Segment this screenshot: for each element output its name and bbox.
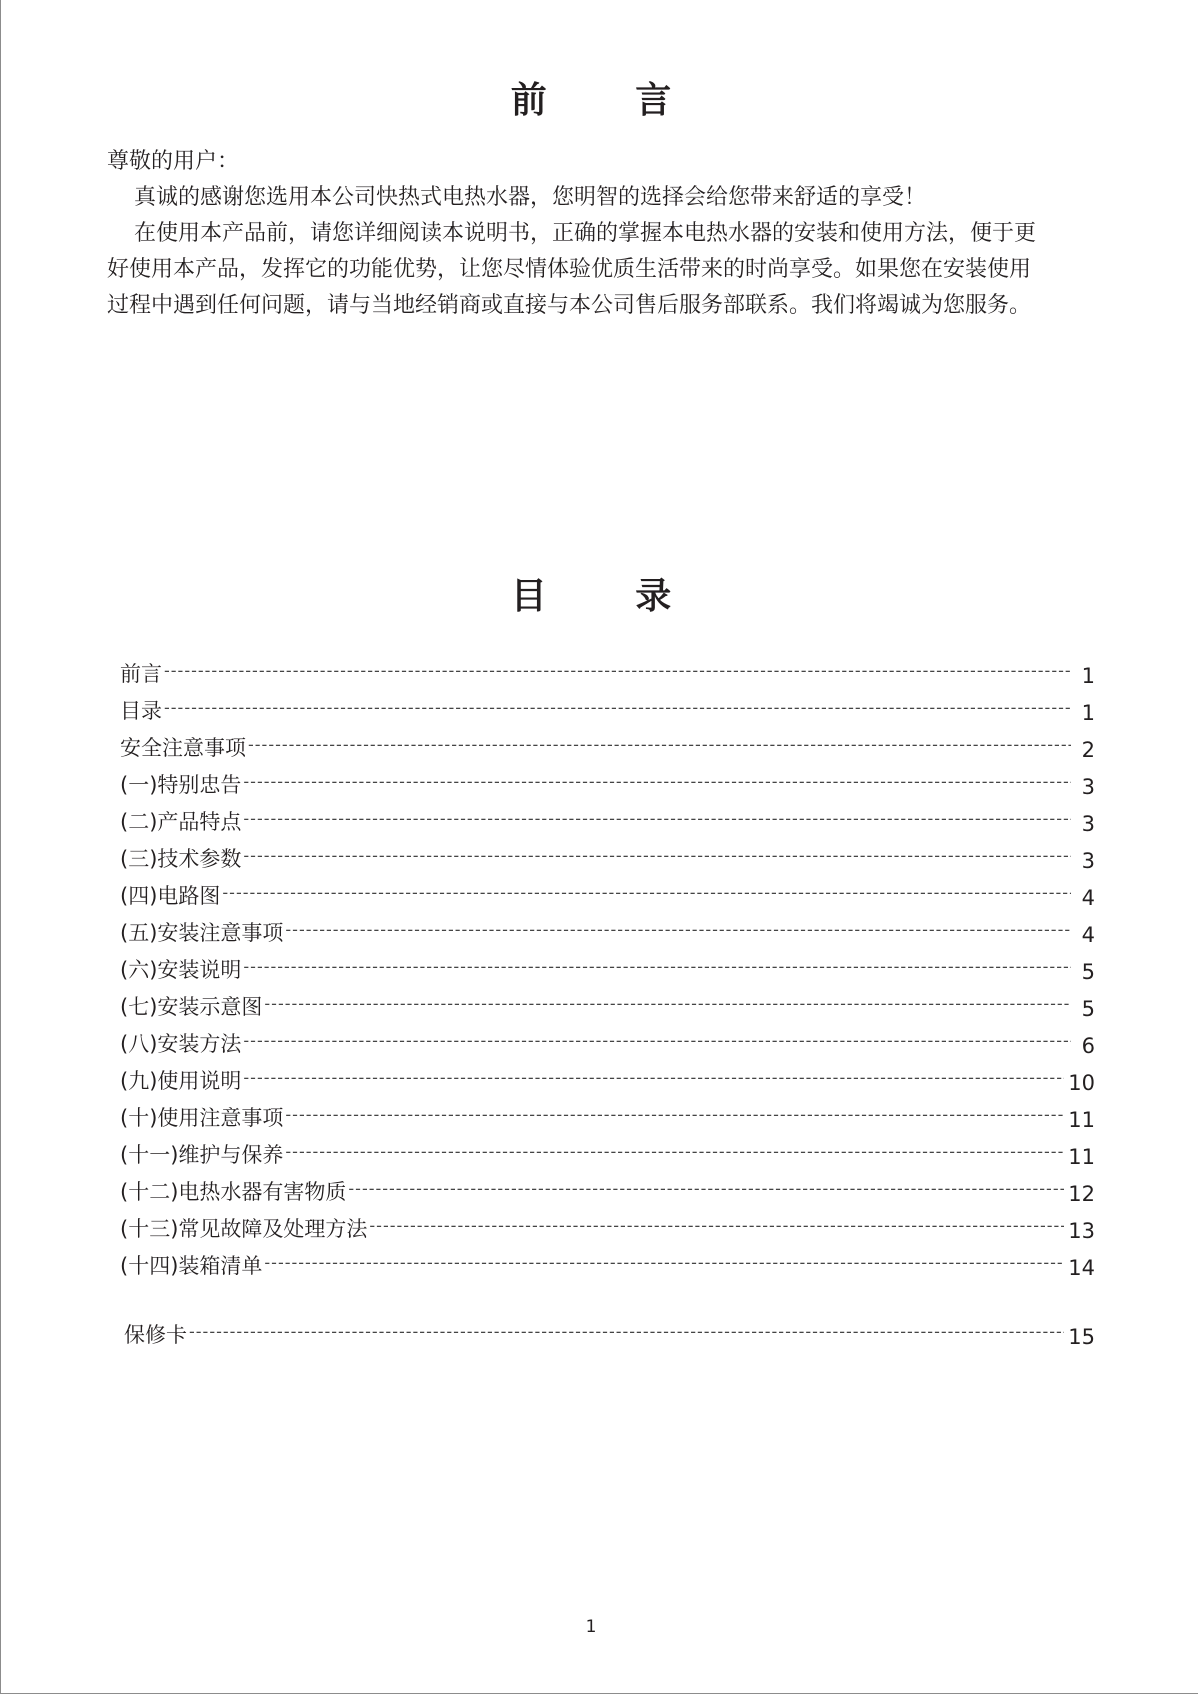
toc-entry-label: (一)特别忠告: [120, 773, 242, 797]
toc-leader: [243, 955, 1071, 984]
toc-entry-label: (十三)常见故障及处理方法: [120, 1217, 368, 1241]
toc-entry-page: 3: [1081, 775, 1095, 799]
toc-entry-maintenance[interactable]: [120, 1132, 1095, 1169]
toc-entry-page: 14: [1068, 1256, 1095, 1280]
toc-entry-label: (十)使用注意事项: [120, 1106, 284, 1130]
toc-entry-page: 11: [1068, 1108, 1095, 1132]
toc-entry-label: (二)产品特点: [120, 810, 242, 834]
toc-entry-page: 10: [1068, 1071, 1095, 1095]
toc-entry-installation-method[interactable]: [120, 1021, 1095, 1058]
toc-entry-page: 5: [1081, 997, 1095, 1021]
toc-leader: [285, 1140, 1064, 1169]
toc-leader: [164, 696, 1071, 725]
toc-leader: [264, 1251, 1064, 1280]
toc-entry-label: (七)安装示意图: [120, 995, 263, 1019]
toc-entry-contents[interactable]: [120, 688, 1095, 725]
toc-leader: [243, 1066, 1064, 1095]
toc-leader: [264, 992, 1071, 1021]
toc-entry-page: 1: [1081, 701, 1095, 725]
toc-leader: [248, 733, 1071, 762]
preface-title: 前 言: [510, 80, 710, 121]
toc-entry-preface[interactable]: [120, 651, 1095, 688]
preface-body: [107, 144, 1037, 324]
toc-leader: [243, 770, 1071, 799]
toc-leader: [243, 1029, 1071, 1058]
toc-entry-packing-list[interactable]: [120, 1243, 1095, 1280]
toc-entry-page: 4: [1081, 923, 1095, 947]
toc-entry-page: 13: [1068, 1219, 1095, 1243]
toc-entry-warranty-card[interactable]: [120, 1312, 1095, 1349]
page-number: 1: [585, 1617, 597, 1637]
toc-leader: [164, 659, 1071, 688]
toc-leader: [222, 881, 1071, 910]
toc-entry-label: (八)安装方法: [120, 1032, 242, 1056]
toc-entry-label: (六)安装说明: [120, 958, 242, 982]
toc-leader: [243, 807, 1071, 836]
table-of-contents: [120, 651, 1095, 1349]
toc-entry-installation-diagram[interactable]: [120, 984, 1095, 1021]
toc-entry-page: 15: [1068, 1325, 1095, 1349]
toc-title: 目 录: [510, 576, 710, 617]
preface-paragraph-2: 在使用本产品前，请您详细阅读本说明书，正确的掌握本电热水器的安装和使用方法，便于更好使用本产品，发挥它的功能优势，让您尽情体验优质生活带来的时尚享受。如果您在安装使用过程中遇到任何问题，请与当地经销商或直接与本公司售后服务部联系。我们将竭诚为您服务。: [107, 221, 1037, 318]
toc-leader: [243, 844, 1071, 873]
toc-entry-label: (四)电路图: [120, 884, 221, 908]
toc-entry-page: 11: [1068, 1145, 1095, 1169]
toc-leader: [189, 1320, 1064, 1349]
toc-entry-circuit-diagram[interactable]: [120, 873, 1095, 910]
toc-entry-label: (十四)装箱清单: [120, 1254, 263, 1278]
toc-entry-usage-notes[interactable]: [120, 1095, 1095, 1132]
toc-entry-label: 安全注意事项: [120, 736, 246, 760]
toc-entry-page: 12: [1068, 1182, 1095, 1206]
toc-entry-label: (九)使用说明: [120, 1069, 242, 1093]
toc-leader: [285, 918, 1071, 947]
toc-entry-installation-notes[interactable]: [120, 910, 1095, 947]
toc-entry-special-warning[interactable]: [120, 762, 1095, 799]
toc-entry-page: 6: [1081, 1034, 1095, 1058]
toc-entry-product-features[interactable]: [120, 799, 1095, 836]
toc-entry-label: (五)安装注意事项: [120, 921, 284, 945]
preface-greeting: 尊敬的用户：: [107, 149, 240, 174]
toc-leader: [348, 1177, 1064, 1206]
toc-entry-label: (十二)电热水器有害物质: [120, 1180, 347, 1204]
toc-entry-page: 3: [1081, 849, 1095, 873]
toc-entry-page: 2: [1081, 738, 1095, 762]
toc-entry-hazardous-substances[interactable]: [120, 1169, 1095, 1206]
toc-entry-label: (三)技术参数: [120, 847, 242, 871]
toc-entry-page: 1: [1081, 664, 1095, 688]
preface-paragraph-1: 真诚的感谢您选用本公司快热式电热水器，您明智的选择会给您带来舒适的享受！: [134, 185, 927, 210]
toc-leader: [369, 1214, 1064, 1243]
toc-entry-label: (十一)维护与保养: [120, 1143, 284, 1167]
toc-spacer: [120, 1280, 1095, 1312]
toc-entry-technical-parameters[interactable]: [120, 836, 1095, 873]
toc-entry-page: 3: [1081, 812, 1095, 836]
toc-entry-troubleshooting[interactable]: [120, 1206, 1095, 1243]
toc-entry-label: 目录: [120, 699, 162, 723]
toc-leader: [285, 1103, 1064, 1132]
toc-entry-usage-instructions[interactable]: [120, 1058, 1095, 1095]
toc-entry-label: 前言: [120, 662, 162, 686]
toc-entry-installation-instructions[interactable]: [120, 947, 1095, 984]
toc-entry-page: 4: [1081, 886, 1095, 910]
toc-entry-label: 保修卡: [124, 1323, 187, 1347]
toc-entry-page: 5: [1081, 960, 1095, 984]
toc-entry-safety-notes[interactable]: [120, 725, 1095, 762]
